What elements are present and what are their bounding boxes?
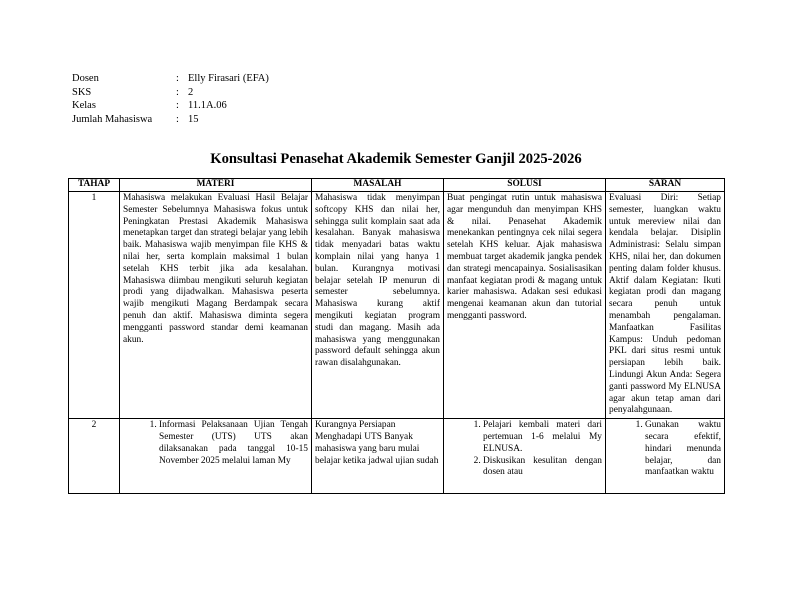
header-materi: MATERI [120,179,312,192]
info-colon: : [176,113,179,125]
solusi-list [447,420,602,479]
cell-tahap: 1 [69,192,120,419]
course-info [72,72,269,126]
cell-content [447,420,602,492]
cell-saran: Evaluasi Diri: Setiap semester, luangkan waktu untuk mereview nilai dan kendala belajar. Disiplin Administrasi: Selalu simpan KHS, nilai her, dan dokumen penting dalam folder khusus. Aktif dalam Kegiatan: Ikuti kegiatan prodi dan magang secara penuh untuk menambah pengalaman. Manfaatkan Fasilitas Kampus: Unduh pedoman PKL dari situs resmi untuk persiapan lebih baik. Lindungi Akun Anda: Segera ganti password My ELNUSA agar akun tetap aman dari penyalahgunaan. [606,192,725,419]
cell-masalah [312,419,444,494]
info-row-kelas [72,99,269,113]
cell-tahap [69,419,120,494]
info-row-sks [72,86,269,100]
cell-saran [606,419,725,494]
cell-text: Kurangnya Persiapan Menghadapi UTS Banyak mahasiswa yang baru mulai belajar ketika jadwal ujian sudah [315,420,439,466]
list-item: 1. Gunakan waktu secara efektif, hindari menunda belajar, dan manfaatkan waktu [645,420,721,479]
header-masalah: MASALAH [312,179,444,192]
info-value: 11.1A.06 [188,100,227,111]
table-row [69,419,725,494]
info-label: Kelas [72,100,96,111]
info-colon: : [176,73,179,84]
list-item: 1. Pelajari kembali materi dari pertemuan 1-6 melalui My ELNUSA. [483,420,602,455]
header-solusi: SOLUSI [444,179,606,192]
cell-materi: Mahasiswa melakukan Evaluasi Hasil Belajar Semester Sebelumnya Mahasiswa fokus untuk Peningkatan Prestasi Akademik Mahasiswa menetapkan target dan strategi belajar yang lebih baik. Mahasiswa wajib menyimpan file KHS & nilai her, serta komplain maksimal 1 bulan setelah KHS terbit jika ada kesalahan. Mahasiswa diimbau mengikuti seluruh kegiatan prodi yang dijadwalkan. Mahasiswa peserta wajib mengikuti Magang Berdampak secara penuh dan aktif. Mahasiswa diminta segera mengganti password standar demi keamanan akun. [120,192,312,419]
table-row [69,192,725,419]
info-label: Jumlah Mahasiswa [72,113,153,125]
info-value: Elly Firasari (EFA) [188,73,269,84]
info-colon: : [176,100,179,111]
cell-solusi [444,419,606,494]
cell-text: 2 [91,420,97,431]
cell-materi [120,419,312,494]
info-value: 15 [188,113,199,125]
table-header-row [69,179,725,192]
cell-content [609,420,721,492]
info-label: Dosen [72,73,99,84]
info-value: 2 [188,86,194,98]
list-item: 1. Informasi Pelaksanaan Ujian Tengah Semester (UTS) UTS akan dilaksanakan pada tanggal 10-15 November 2025 melalui laman My [159,420,308,467]
saran-list [609,420,721,479]
cell-content [123,420,308,492]
list-item: 2. Diskusikan kesulitan dengan dosen atau [483,456,602,480]
info-label: SKS [72,86,92,98]
materi-list [123,420,308,467]
cell-masalah: Mahasiswa tidak menyimpan softcopy KHS dan nilai her, sehingga sulit komplain saat ada kesalahan. Banyak mahasiswa tidak menyadari batas waktu komplain nilai yang hanya 1 bulan. Kurangnya motivasi belajar setelah IP menurun di semester sebelumnya. Mahasiswa kurang aktif mengikuti kegiatan program studi dan magang. Masih ada mahasiswa yang menggunakan password default sehingga akun rawan disalahgunakan. [312,192,444,419]
header-tahap: TAHAP [69,179,120,192]
cell-solusi: Buat pengingat rutin untuk mahasiswa agar mengunduh dan menyimpan KHS & nilai. Penasehat Akademik menekankan pentingnya cek nilai segera setelah KHS keluar. Ajak mahasiswa membuat target akademik jangka pendek dan strategi mencapainya. Sosialisasikan manfaat kegiatan prodi & magang untuk karier mahasiswa. Adakan sesi edukasi mengenai keamanan akun dan tutorial mengganti password. [444,192,606,419]
info-row-dosen [72,72,269,86]
document-title: Konsultasi Penasehat Akademik Semester Ganjil 2025-2026 [210,151,582,167]
info-row-jumlah-mahasiswa [72,113,269,127]
info-colon: : [176,86,179,98]
header-saran: SARAN [606,179,725,192]
consultation-table [68,178,725,494]
